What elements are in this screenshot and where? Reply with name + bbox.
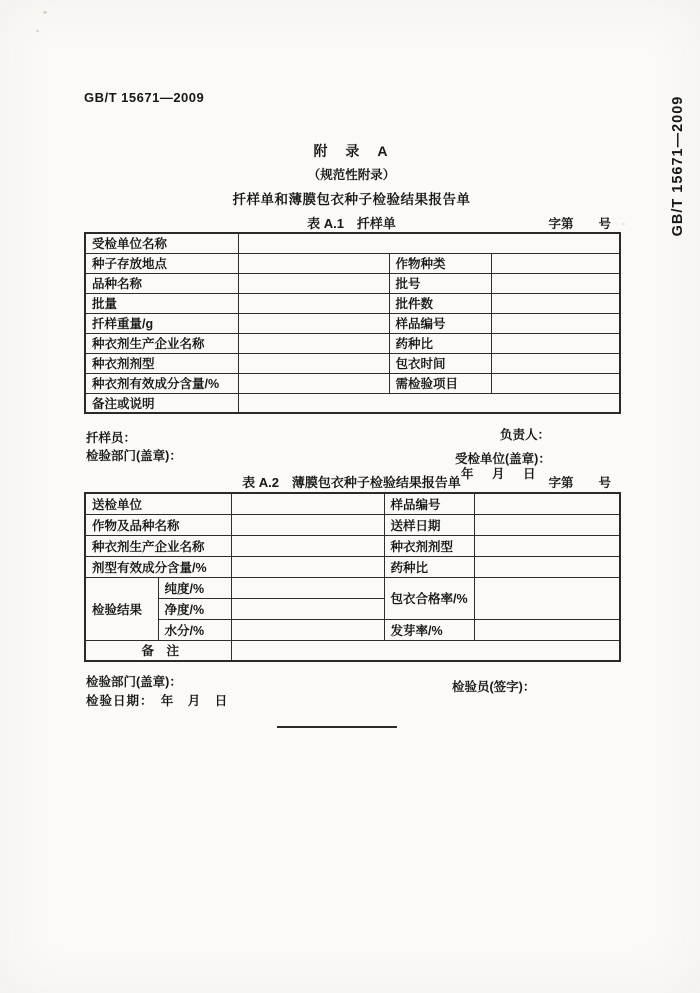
table-row <box>85 253 620 273</box>
blank-cell <box>491 273 620 293</box>
form-label-cell: 种衣剂剂型 <box>85 353 238 373</box>
table-a1-caption: 表 A.1 扦样单 <box>307 216 396 231</box>
blank-cell <box>238 333 389 353</box>
normative-subtitle: （规范性附录） <box>307 168 396 182</box>
table-row <box>85 313 620 333</box>
blank-cell <box>491 313 620 333</box>
blank-cell <box>238 353 389 373</box>
blank-cell <box>238 273 389 293</box>
blank-cell <box>474 514 620 535</box>
form-label-cell: 药种比 <box>384 556 474 577</box>
blank-cell <box>491 333 620 353</box>
form-label-cell: 批量 <box>85 293 238 313</box>
standard-code-top-left: GB/T 15671—2009 <box>84 90 205 105</box>
table-a2-caption: 表 A.2 薄膜包衣种子检验结果报告单 <box>242 475 461 490</box>
table-row <box>85 393 620 413</box>
blank-cell <box>491 373 620 393</box>
blank-cell <box>231 640 620 661</box>
blank-cell <box>231 493 384 514</box>
table-a1-serial-number: 字第 号 <box>548 217 611 231</box>
blank-cell <box>231 556 384 577</box>
title-block <box>84 141 619 208</box>
responsible-person-label: 负责人： <box>500 428 551 442</box>
form-label-cell: 作物及品种名称 <box>85 514 231 535</box>
form-label-cell: 包衣时间 <box>389 353 491 373</box>
table-row <box>85 373 620 393</box>
table-row <box>85 577 620 598</box>
form-label-cell: 种子存放地点 <box>85 253 238 273</box>
scan-speck <box>622 223 625 225</box>
form-label-cell: 种衣剂剂型 <box>384 535 474 556</box>
inspected-unit-seal-label: 受检单位(盖章)： <box>455 452 551 466</box>
form-label-cell: 水分/% <box>158 619 231 640</box>
blank-cell <box>231 535 384 556</box>
sampling-form-table <box>84 232 621 414</box>
sampler-signature-label: 扦样员： <box>86 431 137 445</box>
table-a1-caption-row <box>84 213 619 229</box>
blank-cell <box>474 577 620 619</box>
table-row <box>85 293 620 313</box>
form-label-cell: 批件数 <box>389 293 491 313</box>
form-label-cell: 样品编号 <box>384 493 474 514</box>
table-row <box>85 273 620 293</box>
form-label-cell: 扦样重量/g <box>85 313 238 333</box>
table-a2-serial-number: 字第 号 <box>548 476 611 490</box>
form-label-cell: 种衣剂生产企业名称 <box>85 535 231 556</box>
form-label-cell: 药种比 <box>389 333 491 353</box>
table-row <box>85 493 620 514</box>
blank-cell <box>238 373 389 393</box>
form-label-cell: 备注或说明 <box>85 393 238 413</box>
table-row <box>85 333 620 353</box>
date-placeholder-a1: 年 月 日 <box>461 467 539 481</box>
blank-cell <box>474 556 620 577</box>
blank-cell <box>474 493 620 514</box>
table-row <box>85 514 620 535</box>
appendix-heading: 附 录 A <box>313 143 390 159</box>
blank-cell <box>238 393 620 413</box>
blank-cell <box>238 313 389 333</box>
inspection-dept-seal-label-a1: 检验部门(盖章)： <box>86 449 182 463</box>
blank-cell <box>491 293 620 313</box>
form-label-cell: 作物种类 <box>389 253 491 273</box>
inspector-signature-label: 检验员(签字)： <box>452 680 536 694</box>
table-row <box>85 353 620 373</box>
inspection-report-table <box>84 492 621 662</box>
table-row <box>85 233 620 253</box>
blank-cell <box>231 598 384 619</box>
blank-cell <box>491 253 620 273</box>
inspection-dept-seal-label-a2: 检验部门(盖章)： <box>86 675 182 689</box>
table-a2-caption-row <box>84 472 619 488</box>
blank-cell <box>231 619 384 640</box>
form-label-cell: 种衣剂生产企业名称 <box>85 333 238 353</box>
form-label-cell: 受检单位名称 <box>85 233 238 253</box>
form-label-cell: 纯度/% <box>158 577 231 598</box>
blank-cell <box>474 535 620 556</box>
form-label-cell: 净度/% <box>158 598 231 619</box>
form-label-cell: 发芽率/% <box>384 619 474 640</box>
blank-cell <box>491 353 620 373</box>
note-label-cell: 备 注 <box>85 640 231 661</box>
table-row <box>85 619 620 640</box>
blank-cell <box>238 233 620 253</box>
form-label-cell: 种衣剂有效成分含量/% <box>85 373 238 393</box>
results-group-label: 检验结果 <box>85 577 158 640</box>
blank-cell <box>238 293 389 313</box>
blank-cell <box>231 514 384 535</box>
standard-code-vertical: GB/T 15671—2009 <box>670 95 686 237</box>
form-label-cell: 批号 <box>389 273 491 293</box>
form-label-cell: 剂型有效成分含量/% <box>85 556 231 577</box>
form-label-cell: 品种名称 <box>85 273 238 293</box>
form-label-cell: 送检单位 <box>85 493 231 514</box>
blank-cell <box>231 577 384 598</box>
end-of-document-rule <box>277 726 397 728</box>
inspection-date-line: 检验日期： 年 月 日 <box>86 694 229 708</box>
form-label-cell: 需检验项目 <box>389 373 491 393</box>
table-row <box>85 640 620 661</box>
form-label-cell: 包衣合格率/% <box>384 577 474 619</box>
document-title: 扦样单和薄膜包衣种子检验结果报告单 <box>232 192 471 207</box>
scan-speck <box>43 11 47 14</box>
form-label-cell: 送样日期 <box>384 514 474 535</box>
blank-cell <box>238 253 389 273</box>
form-label-cell: 样品编号 <box>389 313 491 333</box>
table-row <box>85 535 620 556</box>
scan-speck <box>36 30 39 32</box>
blank-cell <box>474 619 620 640</box>
table-row <box>85 556 620 577</box>
